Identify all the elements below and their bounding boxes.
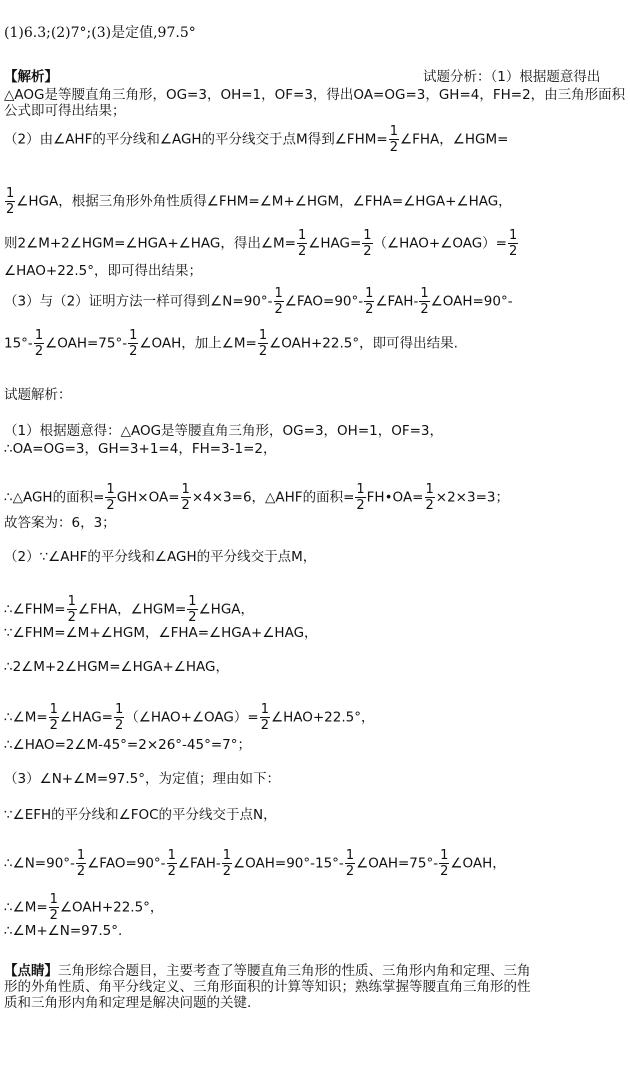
fraction: $\frac{1}{2}$ (49, 892, 58, 923)
solution-line-4: 故答案为：6，3； (4, 515, 116, 531)
analysis-line-8: 15°- $\frac{1}{2}$ ∠OAH=75°- $\frac{1}{2}$ ∠OAH，加上∠M= $\frac{1}{2}$ ∠OAH+22.5°，即可得出结果. (4, 328, 458, 359)
fraction: $\frac{1}{2}$ (258, 328, 268, 359)
analysis-line-7: （3）与（2）证明方法一样可得到∠N=90°- $\frac{1}{2}$ ∠FAO=90°- $\frac{1}{2}$ ∠FAH- $\frac{1}{2}$ ∠OAH=90°- (4, 286, 513, 317)
solution-line-9: ∴∠M= $\frac{1}{2}$ ∠HAG= $\frac{1}{2}$ （∠HAO+∠OAG）= $\frac{1}{2}$ ∠HAO+22.5°， (4, 702, 375, 733)
solution-line-12: ∵∠EFH的平分线和∠FOC的平分线交于点N， (4, 807, 277, 823)
fraction: $\frac{1}{2}$ (420, 286, 429, 317)
solution-heading: 试题解析： (4, 387, 72, 403)
fraction: $\frac{1}{2}$ (440, 848, 449, 879)
fraction: $\frac{1}{2}$ (363, 228, 372, 259)
solution-line-6: ∴∠FHM= $\frac{1}{2}$ ∠FHA，∠HGM= $\frac{1}{2}$ ∠HGA， (4, 594, 255, 625)
solution-line-2: ∴OA=OG=3，GH=3+1=4，FH=3-1=2， (4, 441, 277, 457)
solution-line-8: ∴2∠M+2∠HGM=∠HGA+∠HAG， (4, 659, 229, 675)
fraction: $\frac{1}{2}$ (345, 848, 355, 879)
analysis-line-5: 则2∠M+2∠HGM=∠HGA+∠HAG，得出∠M= $\frac{1}{2}$ ∠HAG= $\frac{1}{2}$ （∠HAO+∠OAG）= $\frac{1}{2}$ (4, 228, 518, 259)
comment-line-2: 形的外角性质、角平分线定义、三角形面积的计算等知识；熟练掌握等腰直角三角形的性 (4, 979, 531, 995)
fraction: $\frac{1}{2}$ (129, 328, 138, 359)
fraction: $\frac{1}{2}$ (67, 594, 76, 625)
solution-line-3: ∴△AGH的面积= $\frac{1}{2}$ GH×OA= $\frac{1}{2}$ ×4×3=6，△AHF的面积= $\frac{1}{2}$ FH•OA= $\frac{1}{2}$ ×2×3=3； (4, 482, 509, 513)
solution-line-14: ∴∠M= $\frac{1}{2}$ ∠OAH+22.5°， (4, 892, 164, 923)
comment-line-1: 【点睛】三角形综合题目，主要考查了等腰直角三角形的性质、三角形内角和定理、三角 (4, 963, 531, 979)
fraction: $\frac{1}{2}$ (425, 482, 434, 513)
fraction: $\frac{1}{2}$ (260, 702, 269, 733)
fraction: $\frac{1}{2}$ (274, 286, 283, 317)
fraction: $\frac{1}{2}$ (114, 702, 124, 733)
solution-line-7: ∵∠FHM=∠M+∠HGM，∠FHA=∠HGA+∠HAG， (4, 625, 318, 641)
comment-line-3: 质和三角形内角和定理是解决问题的关键. (4, 995, 252, 1011)
fraction: $\frac{1}{2}$ (181, 482, 190, 513)
analysis-line-4: $\frac{1}{2}$ ∠HGA，根据三角形外角性质得∠FHM=∠M+∠HGM，∠FHA=∠HGA+∠HAG， (6, 186, 512, 217)
analysis-line-1: △AOG是等腰直角三角形，OG=3，OH=1，OF=3，得出OA=OG=3，GH=4，FH=2，由三角形面积 (4, 87, 626, 103)
analysis-heading: 【解析】 (4, 69, 58, 85)
fraction: $\frac{1}{2}$ (6, 186, 15, 217)
fraction: $\frac{1}{2}$ (297, 228, 307, 259)
solution-line-13: ∴∠N=90°- $\frac{1}{2}$ ∠FAO=90°- $\frac{1}{2}$ ∠FAH- $\frac{1}{2}$ ∠OAH=90°-15°- $\frac{1}{2}$ ∠OAH=75°- $\frac{1}{2}$ ∠OAH， (4, 848, 506, 879)
fraction: $\frac{1}{2}$ (167, 848, 176, 879)
solution-line-15: ∴∠M+∠N=97.5°. (4, 923, 123, 939)
fraction: $\frac{1}{2}$ (365, 286, 374, 317)
fraction: $\frac{1}{2}$ (356, 482, 365, 513)
hint-label: 试题分析：（1）根据题意得出 (423, 69, 601, 85)
comment-tag: 【点睛】 (4, 963, 58, 979)
solution-line-10: ∴∠HAO=2∠M-45°=2×26°-45°=7°； (4, 737, 252, 753)
fraction: $\frac{1}{2}$ (389, 124, 398, 155)
fraction: $\frac{1}{2}$ (76, 848, 86, 879)
solution-line-11: （3）∠N+∠M=97.5°，为定值；理由如下： (4, 771, 280, 787)
fraction: $\frac{1}{2}$ (509, 228, 518, 259)
fraction: $\frac{1}{2}$ (34, 328, 44, 359)
solution-line-5: （2）∵∠AHF的平分线和∠AGH的平分线交于点M， (4, 549, 317, 565)
fraction: $\frac{1}{2}$ (188, 594, 197, 625)
analysis-line-6: ∠HAO+22.5°，即可得出结果； (4, 263, 202, 279)
fraction: $\frac{1}{2}$ (222, 848, 232, 879)
fraction: $\frac{1}{2}$ (106, 482, 115, 513)
analysis-line-3: （2）由∠AHF的平分线和∠AGH的平分线交于点M得到∠FHM= $\frac{1}{2}$ ∠FHA，∠HGM= (4, 124, 509, 155)
answer-line: (1)6.3;(2)7°;(3)是定值,97.5° (4, 25, 196, 41)
solution-line-1: （1）根据题意得：△AOG是等腰直角三角形，OG=3，OH=1，OF=3， (4, 423, 444, 439)
analysis-line-2: 公式即可得出结果； (4, 103, 126, 119)
fraction: $\frac{1}{2}$ (49, 702, 58, 733)
